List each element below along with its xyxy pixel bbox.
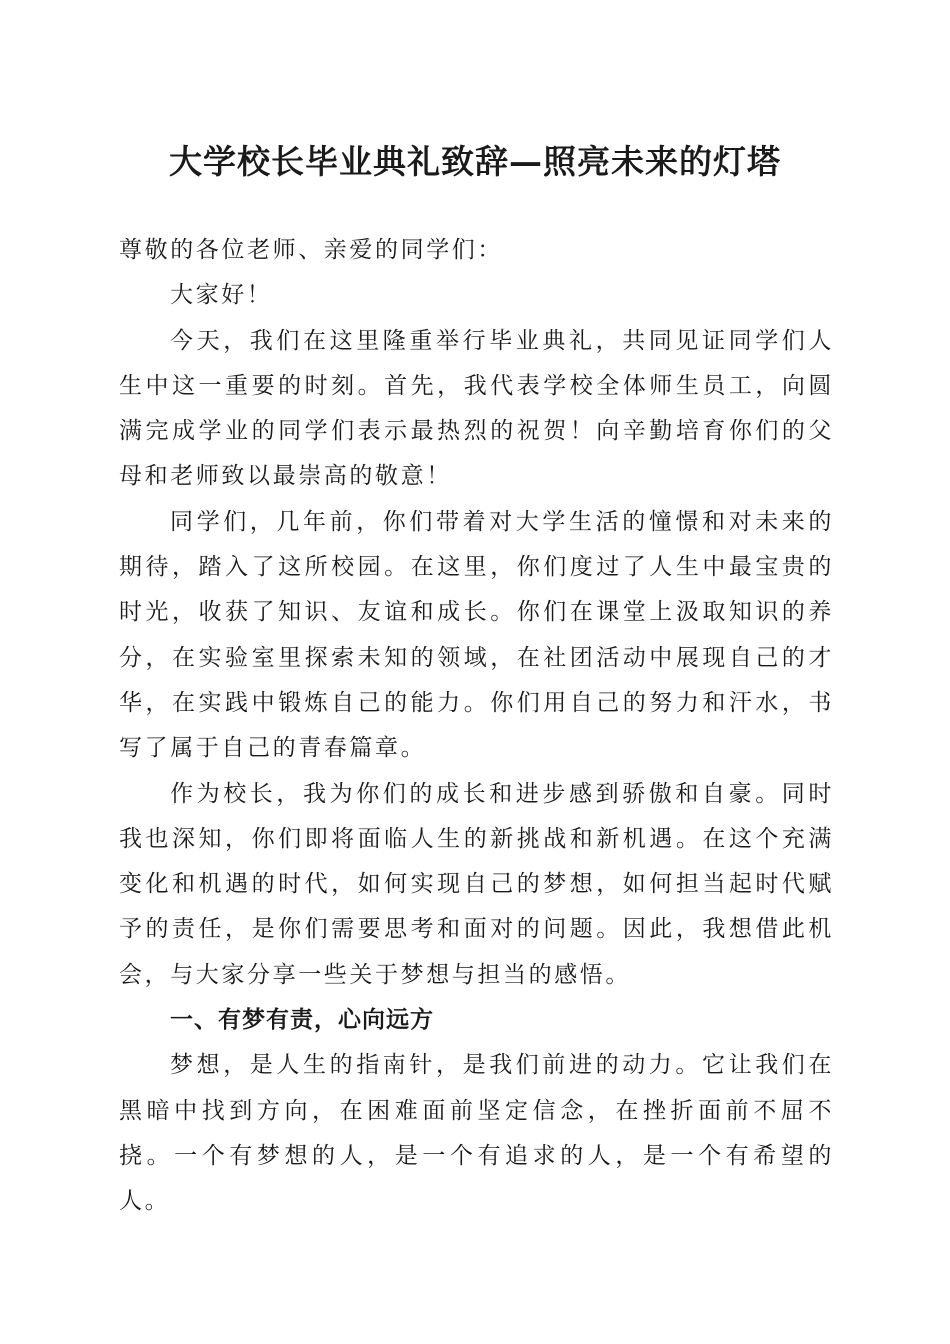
paragraph-opening: 今天，我们在这里隆重举行毕业典礼，共同见证同学们人生中这一重要的时刻。首先，我代表学校全体师生员工，向圆满完成学业的同学们表示最热烈的祝贺！向辛勤培育你们的父母和老师致以最崇高的敬意！ bbox=[119, 327, 834, 490]
paragraph-as-president: 作为校长，我为你们的成长和进步感到骄傲和自豪。同时我也深知，你们即将面临人生的新挑战和新机遇。在这个充满变化和机遇的时代，如何实现自己的梦想，如何担当起时代赋予的责任，是你们需要思考和面对的问题。因此，我想借此机会，与大家分享一些关于梦想与担当的感悟。 bbox=[119, 780, 834, 988]
paragraph-campus-life: 同学们，几年前，你们带着对大学生活的憧憬和对未来的期待，踏入了这所校园。在这里，你们度过了人生中最宝贵的时光，收获了知识、友谊和成长。你们在课堂上汲取知识的养分，在实验室里探索未知的领域，在社团活动中展现自己的才华，在实践中锻炼自己的能力。你们用自己的努力和汗水，书写了属于自己的青春篇章。 bbox=[119, 508, 834, 762]
greeting: 大家好！ bbox=[170, 282, 273, 309]
document-title: 大学校长毕业典礼致辞—照亮未来的灯塔 bbox=[169, 142, 781, 181]
salutation: 尊敬的各位老师、亲爱的同学们： bbox=[119, 237, 503, 263]
paragraph-dream: 梦想，是人生的指南针，是我们前进的动力。它让我们在黑暗中找到方向，在困难面前坚定信念，在挫折面前不屈不挠。一个有梦想的人，是一个有追求的人，是一个有希望的人。 bbox=[119, 1052, 834, 1215]
section-heading: 一、有梦有责，心向远方 bbox=[170, 1007, 434, 1034]
document-body bbox=[119, 228, 834, 1225]
